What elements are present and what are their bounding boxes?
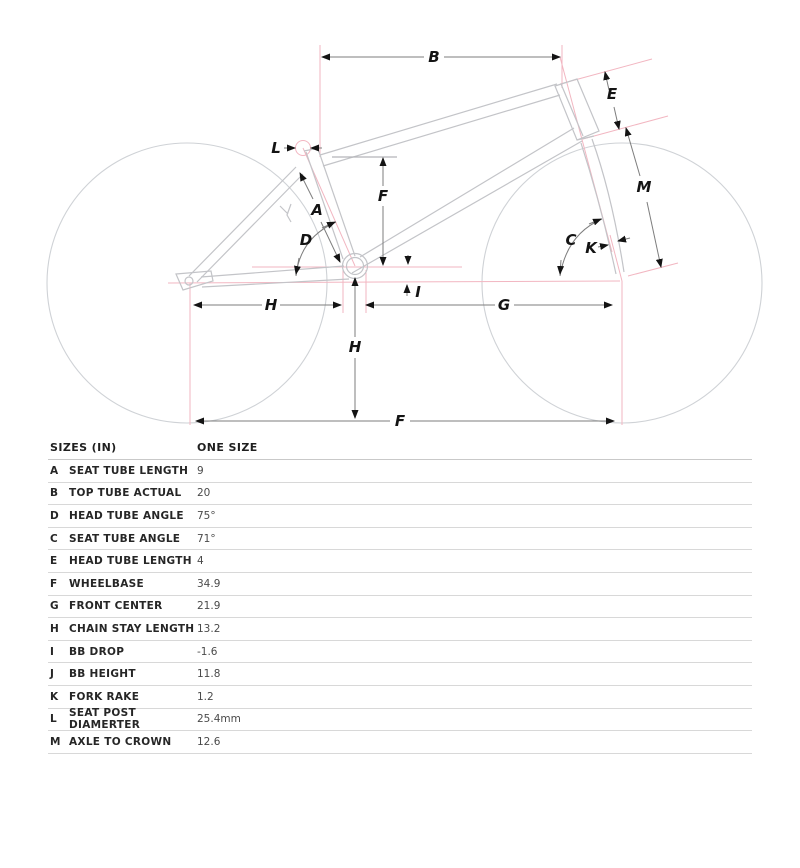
row-value: 4 bbox=[197, 555, 204, 568]
row-letter: F bbox=[50, 577, 58, 590]
ref-front-axle-perp bbox=[628, 263, 678, 276]
table-row bbox=[48, 596, 752, 619]
row-letter: E bbox=[50, 555, 58, 568]
head-tube bbox=[555, 79, 599, 140]
dimension-labels bbox=[265, 48, 652, 430]
row-value: 20 bbox=[197, 487, 211, 500]
row-value: 25.4mm bbox=[197, 713, 241, 726]
dim-m-upper bbox=[626, 128, 640, 176]
table-row bbox=[48, 573, 752, 596]
row-letter: M bbox=[50, 735, 61, 748]
row-name: WHEELBASE bbox=[69, 577, 144, 590]
dim-m-lower bbox=[647, 202, 661, 267]
dim-d-arrow-lower bbox=[296, 258, 299, 274]
label-e: E bbox=[606, 85, 618, 103]
row-name: FORK RAKE bbox=[69, 690, 140, 703]
row-value: 9 bbox=[197, 464, 204, 477]
table-row bbox=[48, 528, 752, 551]
table-row bbox=[48, 460, 752, 483]
row-letter: K bbox=[50, 690, 59, 703]
table-row bbox=[48, 641, 752, 664]
ref-axle-horizontal bbox=[168, 281, 620, 283]
row-value: 13.2 bbox=[197, 622, 221, 635]
brake-bridge bbox=[280, 204, 291, 222]
dim-d-arrow-upper bbox=[322, 222, 335, 228]
frame bbox=[176, 79, 624, 290]
row-name: BB DROP bbox=[69, 645, 125, 658]
label-f-mid: F bbox=[377, 187, 389, 205]
label-h-vertical: H bbox=[348, 338, 362, 356]
down-tube-lower bbox=[352, 141, 582, 273]
label-k: K bbox=[585, 239, 597, 257]
table-row bbox=[48, 709, 752, 732]
label-d: D bbox=[299, 231, 313, 249]
row-name: AXLE TO CROWN bbox=[69, 735, 172, 748]
row-letter: C bbox=[50, 532, 59, 545]
row-value: -1.6 bbox=[197, 645, 218, 658]
ref-crown bbox=[583, 116, 668, 139]
dim-e-lower bbox=[614, 107, 619, 129]
row-name: BB HEIGHT bbox=[69, 668, 136, 681]
dim-c-arrow-upper bbox=[589, 219, 601, 224]
label-g: G bbox=[497, 296, 511, 314]
row-value: 12.6 bbox=[197, 735, 221, 748]
top-tube-lower bbox=[323, 95, 560, 166]
label-i: I bbox=[415, 283, 421, 301]
label-a: A bbox=[311, 201, 323, 219]
ref-axle-offset bbox=[610, 235, 622, 281]
table-row bbox=[48, 686, 752, 709]
label-h-horizontal: H bbox=[264, 296, 278, 314]
geometry-spec-table bbox=[48, 436, 752, 754]
table-header bbox=[48, 436, 752, 460]
row-name: SEAT TUBE LENGTH bbox=[69, 464, 189, 477]
table-row bbox=[48, 505, 752, 528]
label-f-bottom: F bbox=[394, 412, 406, 430]
table-row bbox=[48, 483, 752, 506]
row-value: 71° bbox=[197, 532, 216, 545]
row-name: FRONT CENTER bbox=[69, 600, 163, 613]
table-row bbox=[48, 550, 752, 573]
label-c: C bbox=[565, 231, 577, 249]
dim-k-left-arrow bbox=[598, 245, 608, 247]
row-letter: H bbox=[50, 622, 60, 635]
row-value: 21.9 bbox=[197, 600, 221, 613]
row-letter: J bbox=[50, 668, 55, 681]
label-l: L bbox=[271, 139, 281, 157]
wheels bbox=[47, 143, 762, 423]
table-row bbox=[48, 663, 752, 686]
row-name: HEAD TUBE LENGTH bbox=[69, 555, 192, 568]
row-name: TOP TUBE ACTUAL bbox=[69, 487, 182, 500]
row-letter: G bbox=[50, 600, 59, 613]
top-tube-upper bbox=[320, 84, 557, 155]
table-row bbox=[48, 731, 752, 754]
seat-stay-lower bbox=[197, 174, 303, 282]
seat-stay-upper bbox=[189, 167, 296, 276]
dim-k-right-arrow bbox=[618, 238, 630, 241]
row-value: 11.8 bbox=[197, 668, 221, 681]
label-b: B bbox=[428, 48, 440, 66]
row-letter: D bbox=[50, 509, 60, 522]
row-name: SEAT POST DIAMERTER bbox=[69, 707, 141, 732]
row-value: 34.9 bbox=[197, 577, 221, 590]
row-name: CHAIN STAY LENGTH bbox=[69, 622, 195, 635]
chain-stay-upper bbox=[201, 266, 344, 277]
row-letter: B bbox=[50, 487, 59, 500]
row-letter: I bbox=[50, 645, 55, 658]
down-tube-upper bbox=[360, 128, 577, 257]
row-name: SEAT TUBE ANGLE bbox=[69, 532, 181, 545]
rear-axle bbox=[185, 277, 193, 285]
header-sizes: SIZES (IN) bbox=[50, 441, 117, 454]
row-letter: L bbox=[50, 713, 57, 726]
reference-lines bbox=[168, 45, 678, 425]
header-one-size: ONE SIZE bbox=[197, 441, 258, 454]
row-value: 1.2 bbox=[197, 690, 214, 703]
row-letter: A bbox=[50, 464, 59, 477]
row-value: 75° bbox=[197, 509, 216, 522]
dim-a-upper bbox=[300, 173, 313, 199]
row-name: HEAD TUBE ANGLE bbox=[69, 509, 184, 522]
label-m: M bbox=[636, 178, 652, 196]
table-row bbox=[48, 618, 752, 641]
